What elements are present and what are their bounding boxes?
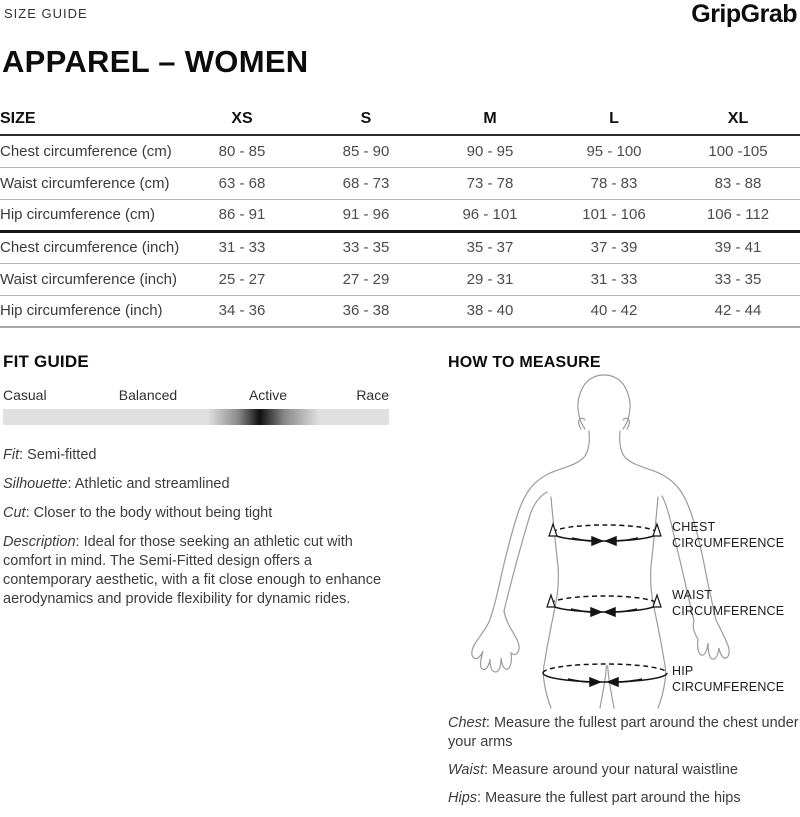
fit-scale-labels xyxy=(3,387,389,404)
hips-term: Hips xyxy=(448,790,478,806)
row-label: Chest circumference (inch) xyxy=(0,239,180,256)
how-to-measure-heading: HOW TO MEASURE xyxy=(448,354,601,371)
size-value: 86 - 91 xyxy=(218,206,266,223)
table-header-row xyxy=(0,103,800,135)
fit-scale-label-race: Race xyxy=(356,387,389,403)
table-row-hip-cm xyxy=(0,199,800,231)
size-value: 29 - 31 xyxy=(466,270,514,288)
size-value: 83 - 88 xyxy=(714,174,762,192)
table-header-size: SIZE xyxy=(0,109,36,127)
size-value: 37 - 39 xyxy=(590,239,638,256)
size-value: 25 - 27 xyxy=(218,270,266,288)
size-table xyxy=(0,103,800,328)
silhouette-text: : Athletic and streamlined xyxy=(67,476,230,492)
table-row-waist-inch xyxy=(0,263,800,295)
silhouette-term: Silhouette xyxy=(3,476,68,492)
fit-guide-heading: FIT GUIDE xyxy=(3,352,89,371)
hips-note-text: : Measure the fullest part around the hips xyxy=(477,790,741,806)
table-row-hip-inch xyxy=(0,295,800,327)
row-label: Waist circumference (inch) xyxy=(0,270,177,288)
table-row-waist-cm xyxy=(0,167,800,199)
row-label: Waist circumference (cm) xyxy=(0,174,170,192)
fit-scale-label-active: Active xyxy=(248,387,288,403)
waist-term: Waist xyxy=(448,762,484,778)
size-value: 85 - 90 xyxy=(342,142,390,160)
size-value: 36 - 38 xyxy=(342,302,390,320)
size-value: 100 -105 xyxy=(708,142,768,160)
size-value: 78 - 83 xyxy=(590,174,638,192)
size-value: 39 - 41 xyxy=(714,239,762,256)
chest-term: Chest xyxy=(448,715,486,731)
row-label: Hip circumference (cm) xyxy=(0,206,156,223)
fit-detail-fit xyxy=(3,446,389,465)
size-value: 91 - 96 xyxy=(342,206,390,223)
chest-note-text: : Measure the fullest part around the chest under your arms xyxy=(448,715,799,750)
chest-circumference-label: CHEST CIRCUMFERENCE xyxy=(672,520,785,550)
size-value: 40 - 42 xyxy=(590,302,638,320)
measure-note-hips xyxy=(448,789,800,808)
measure-note-chest xyxy=(448,714,800,752)
fit-scale-label-balanced: Balanced xyxy=(118,387,178,403)
size-value: 35 - 37 xyxy=(466,239,514,256)
row-label: Chest circumference (cm) xyxy=(0,142,172,160)
description-text: : Ideal for those seeking an athletic cut with comfort in mind. The Semi-Fitted design offers a contemporary aesthetic, with a fit close enough to enhance aerodynamics and provide flexibility for dynamic rides. xyxy=(3,534,382,607)
size-value: 90 - 95 xyxy=(466,142,514,160)
measure-note-waist xyxy=(448,761,800,780)
table-row-chest-cm xyxy=(0,135,800,167)
size-value: 101 - 106 xyxy=(582,206,646,223)
size-value: 31 - 33 xyxy=(218,239,266,256)
table-header-m: M xyxy=(483,109,497,127)
fit-detail-description xyxy=(3,533,389,609)
size-value: 38 - 40 xyxy=(466,302,514,320)
size-value: 42 - 44 xyxy=(714,302,762,320)
waist-measure-tape xyxy=(547,595,661,616)
cut-term: Cut xyxy=(3,505,26,521)
doc-type-label: SIZE GUIDE xyxy=(4,6,88,21)
table-header-s: S xyxy=(360,109,372,127)
cut-text: : Closer to the body without being tight xyxy=(25,505,273,521)
chest-measure-tape xyxy=(549,524,661,545)
fit-scale-gradient-bar xyxy=(3,409,389,425)
fit-detail-silhouette xyxy=(3,475,389,494)
size-value: 33 - 35 xyxy=(714,270,762,288)
description-term: Description xyxy=(3,534,76,550)
size-value: 95 - 100 xyxy=(586,142,642,160)
page-title: APPAREL – WOMEN xyxy=(2,44,309,79)
table-header-l: L xyxy=(609,109,619,127)
hip-circumference-label: HIP CIRCUMFERENCE xyxy=(672,664,785,694)
fit-guide-section xyxy=(3,352,389,619)
size-value: 31 - 33 xyxy=(590,270,638,288)
table-header-xs: XS xyxy=(231,109,253,127)
fit-text: : Semi-fitted xyxy=(19,447,97,463)
size-value: 63 - 68 xyxy=(218,174,266,192)
size-value: 33 - 35 xyxy=(342,239,390,256)
fit-term: Fit xyxy=(3,447,20,463)
size-value: 96 - 101 xyxy=(462,206,518,223)
table-header-xl: XL xyxy=(727,109,749,127)
size-value: 73 - 78 xyxy=(466,174,514,192)
measure-notes xyxy=(448,714,800,817)
fit-detail-cut xyxy=(3,504,389,523)
fit-details xyxy=(3,446,389,609)
size-value: 80 - 85 xyxy=(218,142,266,160)
fit-scale-label-casual: Casual xyxy=(3,387,47,403)
waist-circumference-label: WAIST CIRCUMFERENCE xyxy=(672,588,785,618)
table-row-chest-inch xyxy=(0,231,800,263)
size-value: 106 - 112 xyxy=(706,206,770,223)
waist-note-text: : Measure around your natural waistline xyxy=(484,762,738,778)
size-value: 34 - 36 xyxy=(218,302,266,320)
row-label: Hip circumference (inch) xyxy=(0,302,163,320)
size-value: 68 - 73 xyxy=(342,174,390,192)
size-value: 27 - 29 xyxy=(342,270,390,288)
brand-logo: GripGrab xyxy=(691,0,797,28)
